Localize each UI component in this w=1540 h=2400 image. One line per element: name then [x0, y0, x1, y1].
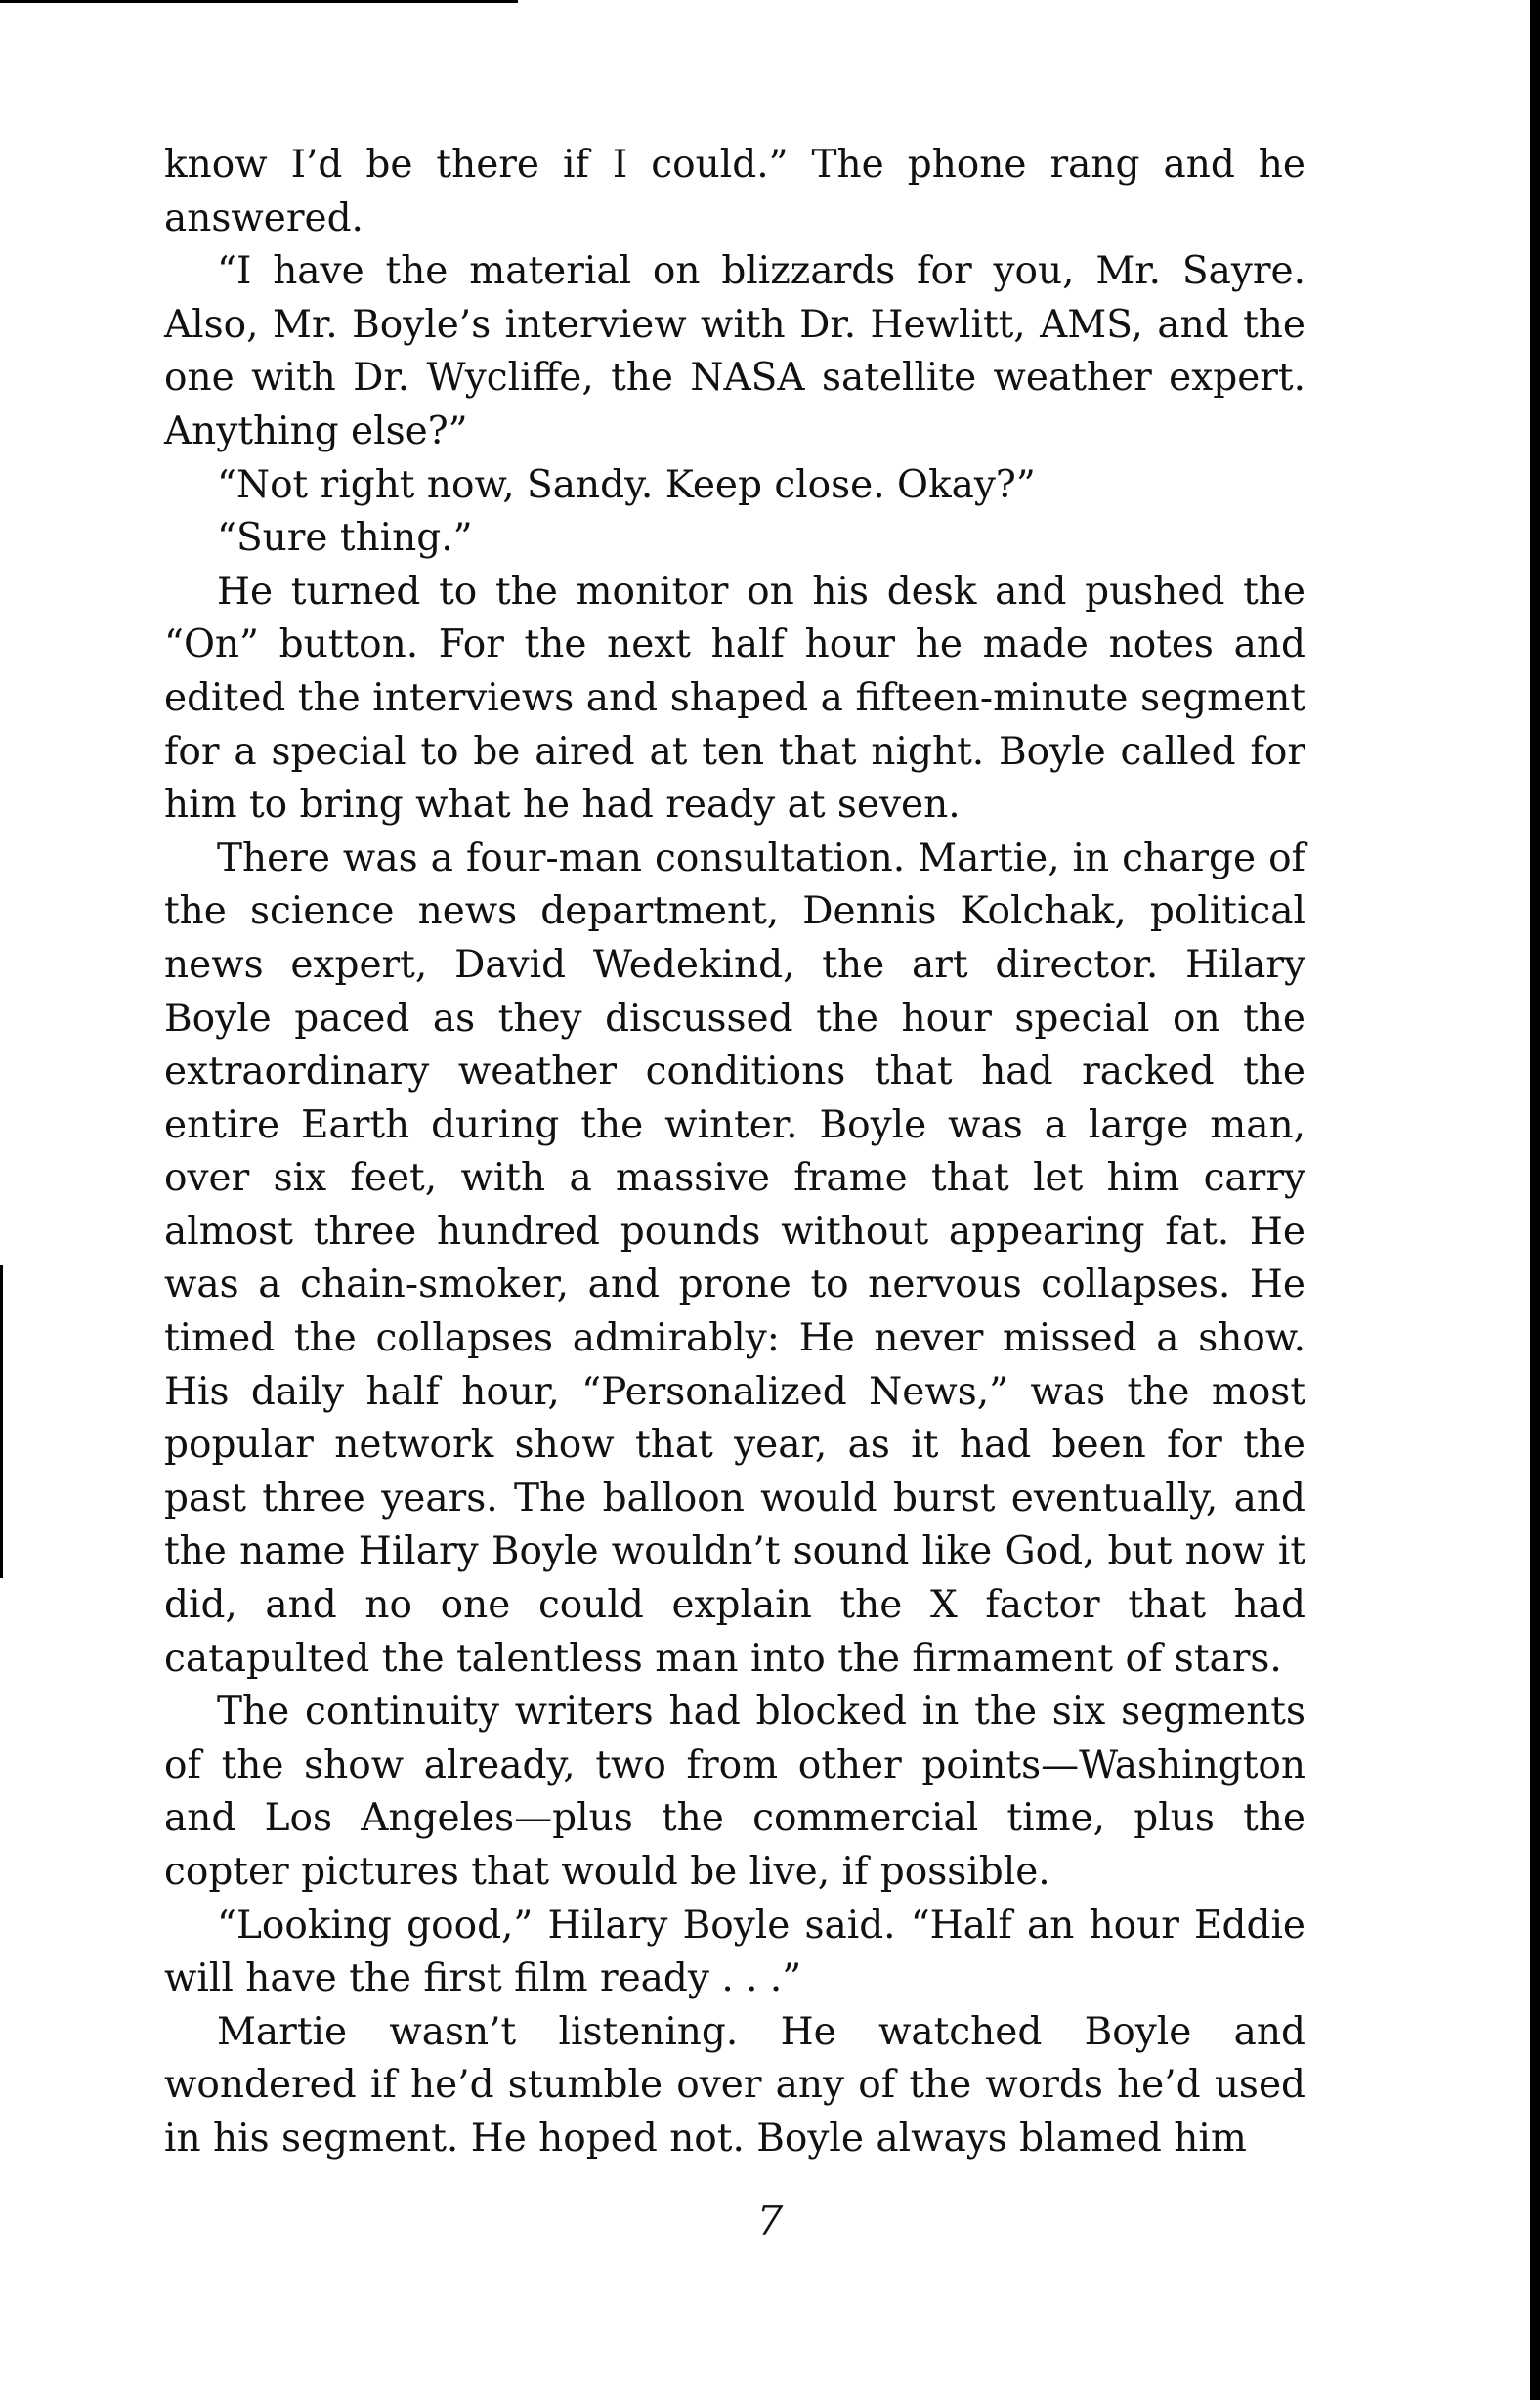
scan-edge-left: [0, 1265, 3, 1578]
paragraph-martie-listening: Martie wasn’t listening. He watched Boyle and wondered if he’d stumble over any of the words he’d used in his segment. He hoped not. Boyle always blamed him: [164, 2009, 1305, 2161]
scan-edge-right: [1530, 0, 1540, 2400]
paragraph-continuity-writers: The continuity writers had blocked in the six segments of the show already, two from other points—Washington and Los Angeles—plus the commercial time, plus the copter pictures that would be live, if possible.: [164, 1690, 1305, 1894]
paragraph-monitor: He turned to the monitor on his desk and pushed the “On” button. For the next half hour he made notes and edited the interviews and shaped a fifteen-minute segment for a special to be aired at ten that night. Boyle called for him to bring what he had ready at seven.: [164, 569, 1305, 828]
page-number: 7: [756, 2197, 784, 2245]
paragraph-looking-good: “Looking good,” Hilary Boyle said. “Half an hour Eddie will have the first film ready . . .”: [164, 1903, 1305, 2001]
paragraph-consultation: There was a four-man consultation. Martie, in charge of the science news department, Dennis Kolchak, political news expert, David Wedekind, the art director. Hilary Boyle paced as they discussed the hour special on the extraordinary weather conditions that had racked the entire Earth during the winter. Boyle was a large man, over six feet, with a massive frame that let him carry almost three hundred pounds without appearing fat. He was a chain-smoker, and prone to nervous collapses. He timed the collapses admirably: He never missed a show. His daily half hour, “Personalized News,” was the most popular network show that year, as it had been for the past three years. The balloon would burst eventually, and the name Hilary Boyle wouldn’t sound like God, but now it did, and no one could explain the X factor that had catapulted the talentless man into the firmament of stars.: [164, 836, 1305, 1681]
paragraph-not-right-now: “Not right now, Sandy. Keep close. Okay?”: [217, 462, 1036, 507]
paragraph-sandy-material: “I have the material on blizzards for you, Mr. Sayre. Also, Mr. Boyle’s interview with Dr. Hewlitt, AMS, and the one with Dr. Wycliffe, the NASA satellite weather expert. Anything else?”: [164, 249, 1305, 453]
paragraph-continuation: know I’d be there if I could.” The phone rang and he answered.: [164, 143, 1305, 240]
paragraph-sure-thing: “Sure thing.”: [217, 516, 473, 561]
scan-edge-top: [0, 0, 518, 3]
body-text: [164, 139, 1305, 2166]
